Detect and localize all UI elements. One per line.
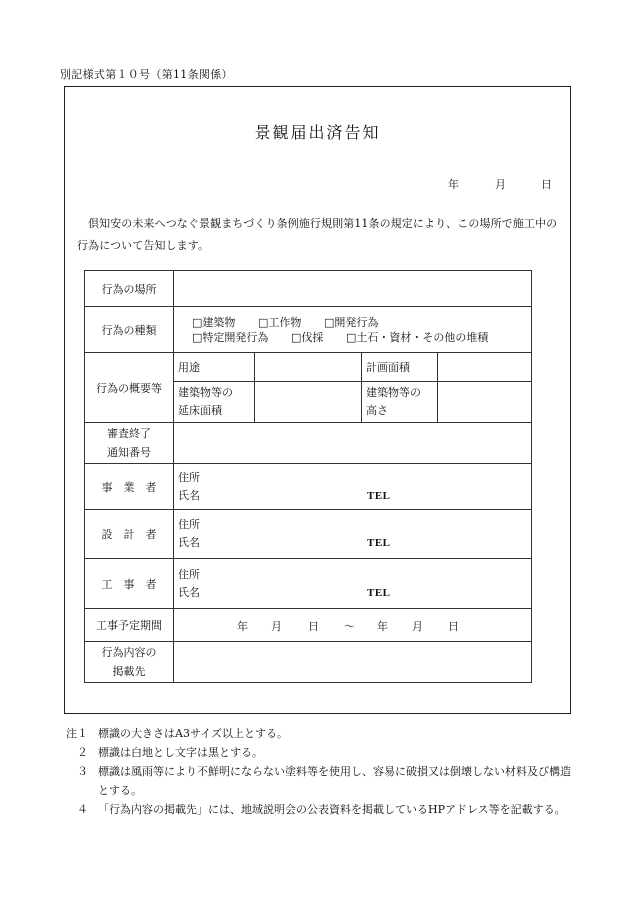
- use-field: [255, 353, 362, 382]
- page-title: 景観届出済告知: [254, 123, 381, 142]
- table-row: [85, 271, 532, 307]
- note-item: ４ 「行為内容の掲載先」には、地域説明会の公表資料を掲載しているHPアドレス等を記載する。: [77, 803, 566, 816]
- location-label: 行為の場所: [85, 271, 174, 307]
- designer-field: [174, 510, 532, 559]
- address-label: 住所: [178, 470, 200, 484]
- review-number-field: [174, 423, 532, 464]
- review-number-label: 審査終了 通知番号: [85, 423, 174, 464]
- name-label: 氏名: [178, 536, 200, 549]
- designer-label: 設 計 者: [85, 510, 174, 559]
- notes: [60, 724, 575, 819]
- business-field: [174, 464, 532, 510]
- height-field: [438, 382, 532, 423]
- table-row: [85, 464, 532, 510]
- contractor-field: [174, 559, 532, 609]
- contractor-label: 工 事 者: [85, 559, 174, 609]
- notice-table: [84, 270, 532, 683]
- type-label: 行為の種類: [85, 307, 174, 353]
- table-row: [85, 423, 532, 464]
- floor-area-field: [255, 382, 362, 423]
- location-field: [174, 271, 532, 307]
- checkbox-structure: □工作物: [258, 315, 302, 329]
- note-item: ２ 標識は白地とし文字は黒とする。: [77, 746, 263, 759]
- checkbox-building: □建築物: [192, 315, 236, 329]
- notice-frame: [64, 86, 571, 714]
- summary-label: 行為の概要等: [85, 353, 174, 423]
- tel-label: TEL: [367, 537, 391, 549]
- checkbox-stockpile: □土石・資材・その他の堆積: [346, 330, 489, 344]
- business-label: 事 業 者: [85, 464, 174, 510]
- schedule-field: 年 月 日 ～ 年 月 日: [174, 609, 532, 642]
- checkbox-logging: □伐採: [291, 330, 324, 344]
- tel-label: TEL: [367, 586, 391, 599]
- address-label: 住所: [178, 567, 200, 581]
- form-number: 別記様式第１０号（第11条関係）: [60, 68, 233, 81]
- note-item: ３ 標識は風雨等により不鮮明にならない塗料等を使用し、容易に破損又は倒壊しない材料及び構造とする。: [77, 765, 571, 797]
- table-row: [85, 559, 532, 609]
- checkbox-development: □開発行為: [324, 315, 379, 329]
- name-label: 氏名: [178, 488, 200, 502]
- type-options: [174, 307, 532, 353]
- checkbox-specific-development: □特定開発行為: [192, 330, 269, 344]
- table-row: [85, 510, 532, 559]
- table-row: [85, 307, 532, 353]
- date-year: 年: [448, 178, 459, 191]
- table-row: [85, 353, 532, 382]
- table-row: [85, 609, 532, 642]
- content-source-label: 行為内容の 掲載先: [85, 642, 174, 683]
- schedule-label: 工事予定期間: [85, 609, 174, 642]
- height-label: 建築物等の 高さ: [362, 382, 438, 423]
- note-item: 注１ 標識の大きさはA3サイズ以上とする。: [66, 727, 289, 740]
- use-label: 用途: [174, 353, 255, 382]
- floor-area-label: 建築物等の 延床面積: [174, 382, 255, 423]
- address-label: 住所: [178, 518, 200, 531]
- content-source-field: [174, 642, 532, 683]
- name-label: 氏名: [178, 585, 200, 599]
- plan-area-field: [438, 353, 532, 382]
- table-row: [85, 642, 532, 683]
- intro-text: 倶知安の未来へつなぐ景観まちづくり条例施行規則第11条の規定により、この場所で施工中の行為について告知します。: [77, 217, 558, 252]
- plan-area-label: 計画面積: [362, 353, 438, 382]
- date-day: 日: [541, 178, 552, 191]
- tel-label: TEL: [367, 489, 391, 502]
- date-month: 月: [495, 178, 506, 191]
